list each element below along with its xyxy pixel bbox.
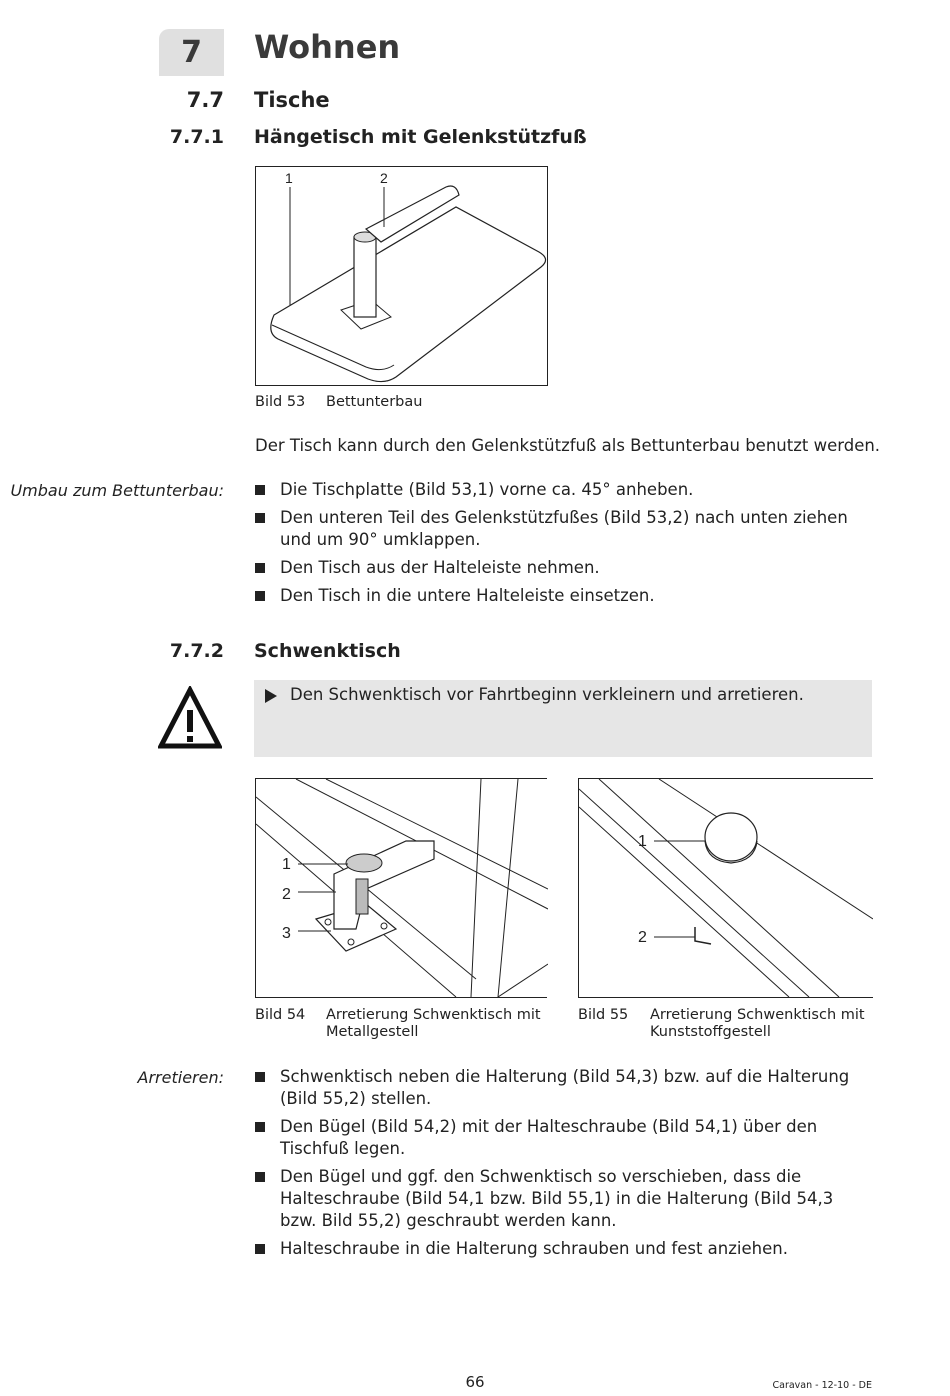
list-item: Schwenktisch neben die Halterung (Bild 54,3) bzw. auf die Halterung (Bild 55,2) stellen. bbox=[254, 1066, 874, 1110]
callout-3: 3 bbox=[282, 925, 291, 942]
figure-54-caption-line1: Arretierung Schwenktisch mit bbox=[326, 1007, 541, 1023]
plastic-frame-illustration bbox=[579, 779, 873, 997]
figure-55-label: Bild 55 bbox=[578, 1007, 629, 1023]
subsection-title: Schwenktisch bbox=[254, 640, 401, 662]
warning-box bbox=[254, 680, 872, 757]
umbau-label: Umbau zum Bettunterbau: bbox=[10, 481, 224, 500]
figure-55-caption-line1: Arretierung Schwenktisch mit bbox=[650, 1007, 865, 1023]
list-item: Den Bügel und ggf. den Schwenktisch so verschieben, dass die Halteschraube (Bild 54,1 bzw. Bild 55,1) in die Halterung (Bild 54,3 bzw. Bild 55,2) geschraubt werden kann. bbox=[254, 1166, 874, 1232]
document-id: Caravan - 12-10 - DE bbox=[772, 1380, 872, 1391]
figure-55-caption-line2: Kunststoffgestell bbox=[650, 1024, 771, 1040]
intro-paragraph: Der Tisch kann durch den Gelenkstützfuß als Bettunterbau benutzt werden. bbox=[255, 436, 881, 455]
list-item: Den Tisch aus der Halteleiste nehmen. bbox=[254, 557, 864, 579]
chapter-title: Wohnen bbox=[254, 28, 401, 66]
subsection-number: 7.7.2 bbox=[169, 640, 224, 662]
subsection-number: 7.7.1 bbox=[169, 126, 224, 148]
arretieren-label: Arretieren: bbox=[137, 1068, 224, 1087]
callout-2: 2 bbox=[638, 929, 647, 946]
figure-54-caption-line2: Metallgestell bbox=[326, 1024, 419, 1040]
chapter-number: 7 bbox=[159, 29, 224, 76]
subsection-title: Hängetisch mit Gelenkstützfuß bbox=[254, 126, 587, 148]
figure-54-label: Bild 54 bbox=[255, 1007, 306, 1023]
figure-53 bbox=[255, 166, 548, 386]
callout-1: 1 bbox=[285, 170, 293, 186]
warning-triangle-icon bbox=[158, 686, 222, 750]
page-number: 66 bbox=[465, 1373, 485, 1391]
list-item: Den Bügel (Bild 54,2) mit der Halteschraube (Bild 54,1) über den Tischfuß legen. bbox=[254, 1116, 874, 1160]
list-item: Den unteren Teil des Gelenkstützfußes (Bild 53,2) nach unten ziehen und um 90° umklappen. bbox=[254, 507, 864, 551]
list-item: Den Tisch in die untere Halteleiste einsetzen. bbox=[254, 585, 864, 607]
umbau-steps bbox=[254, 479, 864, 613]
callout-1: 1 bbox=[638, 833, 647, 850]
callout-2: 2 bbox=[380, 170, 388, 186]
figure-53-caption: Bettunterbau bbox=[326, 394, 423, 410]
warning-text: Den Schwenktisch vor Fahrtbeginn verkleinern und arretieren. bbox=[290, 685, 804, 704]
list-item: Die Tischplatte (Bild 53,1) vorne ca. 45° anheben. bbox=[254, 479, 864, 501]
section-number: 7.7 bbox=[186, 88, 224, 112]
metal-frame-illustration bbox=[256, 779, 548, 997]
table-illustration bbox=[256, 167, 547, 385]
figure-54 bbox=[255, 778, 547, 998]
callout-1: 1 bbox=[282, 856, 291, 873]
callout-2: 2 bbox=[282, 886, 291, 903]
figure-53-label: Bild 53 bbox=[255, 394, 306, 410]
list-item: Halteschraube in die Halterung schrauben und fest anziehen. bbox=[254, 1238, 874, 1260]
figure-55 bbox=[578, 778, 873, 998]
section-title: Tische bbox=[254, 88, 330, 112]
arretieren-steps bbox=[254, 1066, 874, 1266]
arrow-right-icon bbox=[265, 689, 277, 703]
